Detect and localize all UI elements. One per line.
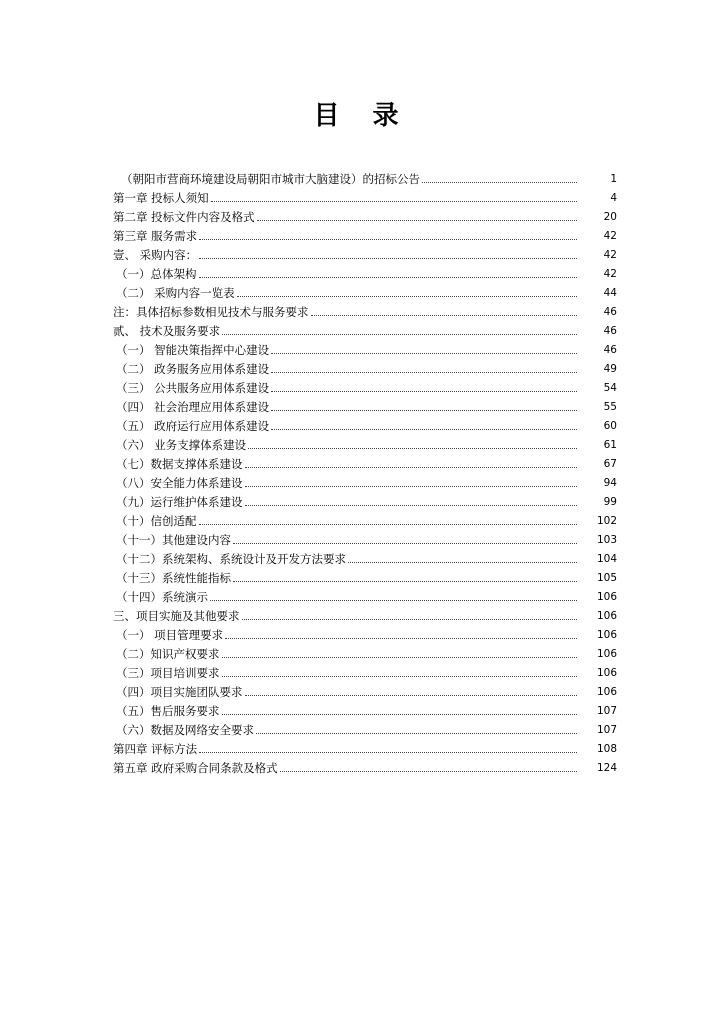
toc-entry-page-number: 124 [596,762,617,774]
toc-entry-page-number: 106 [596,629,617,641]
toc-entry-label: （十）信创适配 [116,514,197,528]
toc-entry-page-number: 20 [603,211,617,223]
toc-entry-label: 贰、 技术及服务要求 [113,324,221,338]
toc-entry-label: （五）售后服务要求 [116,704,220,718]
toc-entry-label: 壹、 采购内容： [113,248,198,262]
toc-entry[interactable] [113,607,617,626]
toc-leader-dots [222,322,577,341]
toc-leader-dots [222,702,578,721]
toc-leader-dots [242,607,578,626]
toc-entry-label: （十二）系统架构、系统设计及开发方法要求 [116,552,346,566]
toc-entry[interactable] [113,531,617,550]
toc-entry-label: （八）安全能力体系建设 [116,476,243,490]
toc-entry[interactable] [113,360,617,379]
toc-entry-label: 第二章 投标文件内容及格式 [113,210,255,224]
toc-entry-label: （七）数据支撑体系建设 [116,457,243,471]
toc-entry[interactable] [113,512,617,531]
toc-entry[interactable] [113,721,617,740]
toc-leader-dots [280,759,577,778]
toc-leader-dots [211,189,577,208]
toc-entry-label: 三、项目实施及其他要求 [113,609,240,623]
toc-entry-page-number: 60 [603,420,617,432]
toc-entry-page-number: 106 [596,686,617,698]
toc-entry[interactable] [113,208,617,227]
toc-leader-dots [245,455,578,474]
toc-leader-dots [245,683,578,702]
toc-entry[interactable] [113,379,617,398]
toc-entry-label: （四）项目实施团队要求 [116,685,243,699]
toc-entry-label: （三） 公共服务应用体系建设 [116,381,270,395]
toc-leader-dots [245,493,578,512]
toc-leader-dots [271,379,577,398]
table-of-contents [113,170,617,778]
toc-entry-label: （一） 项目管理要求 [116,628,224,642]
toc-entry[interactable] [113,493,617,512]
toc-entry-page-number: 104 [596,553,617,565]
toc-entry-label: （五） 政府运行应用体系建设 [116,419,270,433]
toc-entry[interactable] [113,303,617,322]
toc-entry-label: （二）知识产权要求 [116,647,220,661]
toc-entry-label: （三）项目培训要求 [116,666,220,680]
toc-entry[interactable] [113,740,617,759]
toc-entry-page-number: 46 [603,325,617,337]
toc-entry-label: （十一）其他建设内容 [116,533,231,547]
toc-leader-dots [271,417,577,436]
toc-entry-label: （一） 智能决策指挥中心建设 [116,343,270,357]
toc-entry-page-number: 44 [603,287,617,299]
toc-entry-page-number: 1 [610,173,617,185]
toc-entry[interactable] [113,227,617,246]
toc-leader-dots [225,626,577,645]
toc-entry[interactable] [113,189,617,208]
toc-entry[interactable] [113,550,617,569]
toc-entry-label: （二） 采购内容一览表 [116,286,235,300]
toc-entry[interactable] [113,322,617,341]
toc-entry-label: （十四）系统演示 [116,590,208,604]
toc-entry-label: （二） 政务服务应用体系建设 [116,362,270,376]
toc-entry-page-number: 42 [603,249,617,261]
toc-entry[interactable] [113,455,617,474]
toc-entry[interactable] [113,265,617,284]
toc-leader-dots [199,246,577,265]
toc-leader-dots [245,474,578,493]
toc-leader-dots [199,512,578,531]
toc-entry-page-number: 106 [596,667,617,679]
toc-entry[interactable] [113,417,617,436]
toc-leader-dots [233,569,577,588]
toc-entry-page-number: 106 [596,648,617,660]
toc-entry[interactable] [113,588,617,607]
toc-entry-page-number: 105 [596,572,617,584]
toc-leader-dots [210,588,577,607]
toc-entry-label: 第一章 投标人须知 [113,191,209,205]
toc-entry[interactable] [113,569,617,588]
toc-entry-label: （六）数据及网络安全要求 [116,723,254,737]
toc-leader-dots [256,721,577,740]
toc-entry-label: 第五章 政府采购合同条款及格式 [113,761,278,775]
toc-leader-dots [248,436,577,455]
toc-entry-label: 第四章 评标方法 [113,742,198,756]
toc-entry[interactable] [113,474,617,493]
toc-entry-page-number: 49 [603,363,617,375]
toc-entry-page-number: 94 [603,477,617,489]
toc-entry[interactable] [113,341,617,360]
toc-entry[interactable] [113,702,617,721]
toc-leader-dots [233,531,577,550]
toc-leader-dots [199,740,577,759]
toc-entry-page-number: 54 [603,382,617,394]
toc-entry[interactable] [113,645,617,664]
toc-entry-page-number: 46 [603,344,617,356]
toc-entry[interactable] [113,626,617,645]
toc-entry[interactable] [113,436,617,455]
toc-entry-page-number: 42 [603,268,617,280]
toc-entry-label: （十三）系统性能指标 [116,571,231,585]
toc-leader-dots [311,303,578,322]
toc-entry-page-number: 106 [596,610,617,622]
toc-entry[interactable] [113,170,617,189]
toc-entry-page-number: 108 [596,743,617,755]
toc-entry-label: （一）总体架构 [116,267,197,281]
toc-leader-dots [237,284,577,303]
toc-leader-dots [199,265,578,284]
toc-entry[interactable] [113,664,617,683]
toc-leader-dots [271,360,577,379]
toc-entry-page-number: 103 [596,534,617,546]
toc-leader-dots [348,550,577,569]
toc-leader-dots [422,170,577,189]
toc-leader-dots [199,227,577,246]
toc-leader-dots [271,398,577,417]
toc-entry-label: （四） 社会治理应用体系建设 [116,400,270,414]
toc-entry-page-number: 42 [603,230,617,242]
page-title: 目 录 [313,101,411,131]
toc-entry-page-number: 102 [596,515,617,527]
toc-leader-dots [222,645,578,664]
toc-leader-dots [257,208,577,227]
toc-entry-page-number: 106 [596,591,617,603]
toc-entry-page-number: 4 [610,192,617,204]
toc-entry-page-number: 55 [603,401,617,413]
toc-leader-dots [222,664,578,683]
toc-entry[interactable] [113,284,617,303]
toc-entry[interactable] [113,398,617,417]
toc-entry[interactable] [113,683,617,702]
toc-entry-page-number: 107 [596,705,617,717]
toc-entry-label: （六） 业务支撑体系建设 [116,438,247,452]
toc-entry-page-number: 107 [596,724,617,736]
toc-entry-label: （九）运行维护体系建设 [116,495,243,509]
toc-entry-page-number: 46 [603,306,617,318]
toc-entry-page-number: 67 [603,458,617,470]
toc-entry-page-number: 61 [603,439,617,451]
toc-entry-label: 注：具体招标参数相见技术与服务要求 [113,305,309,319]
toc-entry[interactable] [113,759,617,778]
toc-leader-dots [271,341,577,360]
toc-entry[interactable] [113,246,617,265]
toc-entry-label: （朝阳市营商环境建设局朝阳市城市大脑建设）的招标公告 [121,172,420,186]
toc-entry-label: 第三章 服务需求 [113,229,198,243]
toc-entry-page-number: 99 [603,496,617,508]
